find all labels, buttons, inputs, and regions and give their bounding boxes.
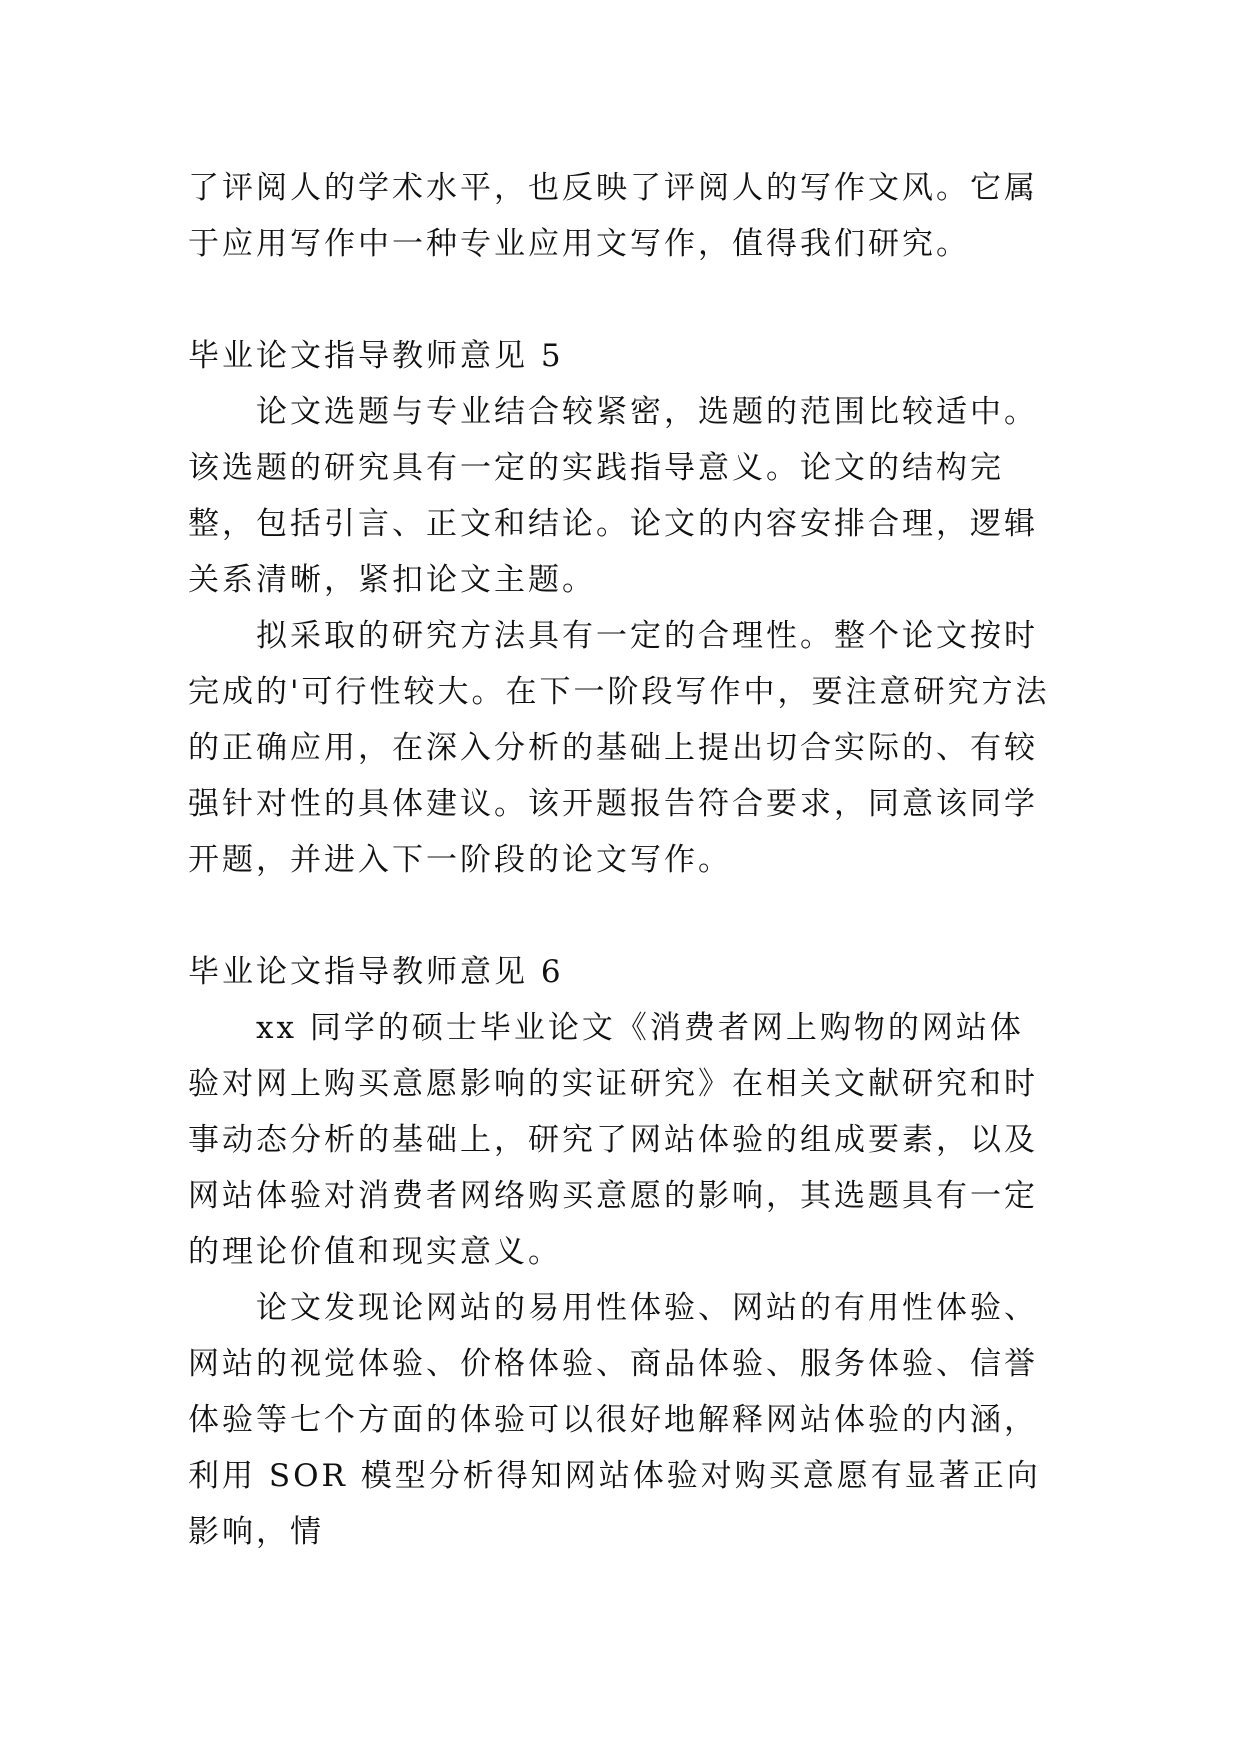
section-6-paragraph-1: xx 同学的硕士毕业论文《消费者网上购物的网站体验对网上购买意愿影响的实证研究》在相关文献研究和时事动态分析的基础上，研究了网站体验的组成要素，以及网站体验对消费者网络购买意愿的影响，其选题具有一定的理论价值和现实意义。 bbox=[188, 1010, 1038, 1270]
section-5-heading: 毕业论文指导教师意见 5 bbox=[188, 338, 564, 374]
section-6-paragraph-2: 论文发现论网站的易用性体验、网站的有用性体验、网站的视觉体验、价格体验、商品体验、服务体验、信誉体验等七个方面的体验可以很好地解释网站体验的内涵，利用 SOR 模型分析得知网站体验对购买意愿有显著正向影响，情 bbox=[188, 1290, 1041, 1550]
intro-paragraph: 了评阅人的学术水平，也反映了评阅人的写作文风。它属于应用写作中一种专业应用文写作，值得我们研究。 bbox=[188, 170, 1038, 262]
section-5-paragraph-2: 拟采取的研究方法具有一定的合理性。整个论文按时完成的'可行性较大。在下一阶段写作中，要注意研究方法的正确应用，在深入分析的基础上提出切合实际的、有较强针对性的具体建议。该开题报告符合要求，同意该同学开题，并进入下一阶段的论文写作。 bbox=[188, 618, 1050, 878]
section-6-heading: 毕业论文指导教师意见 6 bbox=[188, 954, 564, 990]
document-body bbox=[188, 160, 1050, 1560]
section-5-paragraph-1: 论文选题与专业结合较紧密，选题的范围比较适中。该选题的研究具有一定的实践指导意义。论文的结构完整，包括引言、正文和结论。论文的内容安排合理，逻辑关系清晰，紧扣论文主题。 bbox=[188, 394, 1038, 598]
